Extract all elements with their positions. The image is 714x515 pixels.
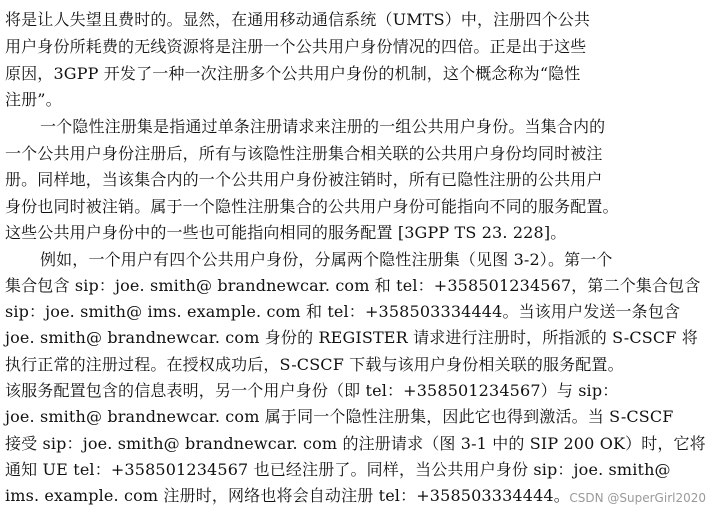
text-line: 用户身份所耗费的无线资源将是注册一个公共用户身份情况的四倍。正是出于这些 [5,37,587,56]
text-line: 该服务配置包含的信息表明，另一个用户身份（即 tel：+358501234567）与 sip： [5,381,619,400]
text-line: ims. example. com 注册时，网络也将会自动注册 tel：+358503334444。 [5,486,570,505]
text-line: 这些公共用户身份中的一些也可能指向相同的服务配置 [3GPP TS 23. 228]。 [5,223,567,242]
text-line: 通知 UE tel：+358501234567 也已经注册了。同样，当公共用户身份 sip：joe. smith@ [5,460,671,479]
watermark: CSDN @SuperGirl2020 [569,491,706,505]
text-line: 原因，3GPP 开发了一种一次注册多个公共用户身份的机制，这个概念称为“隐性 [5,64,581,83]
text-line: 执行正常的注册过程。在授权成功后，S-CSCF 下载与该用户身份相关联的服务配置。 [5,355,624,374]
text-line: joe. smith@ brandnewcar. com 身份的 REGISTER 请求进行注册时，所指派的 S-CSCF 将 [5,328,698,347]
text-line: 接受 sip：joe. smith@ brandnewcar. com 的注册请求（图 3-1 中的 SIP 200 OK）时，它将 [5,434,706,453]
paragraph-first-line: 一个隐性注册集是指通过单条注册请求来注册的一组公共用户身份。当集合内的 [40,117,606,136]
text-line: joe. smith@ brandnewcar. com 属于同一个隐性注册集，因此它也得到激活。当 S-CSCF [5,407,674,426]
text-line: 集合包含 sip：joe. smith@ brandnewcar. com 和 tel：+358501234567，第二个集合包含 [5,276,701,295]
text-line: 一个公共用户身份注册后，所有与该隐性注册集合相关联的公共用户身份均同时被注 [5,144,603,163]
text-line: 将是让人失望且费时的。显然，在通用移动通信系统（UMTS）中，注册四个公共 [5,10,591,29]
text-line: 注册”。 [5,90,62,109]
text-line: 册。同样地，当该集合内的一个公共用户身份被注销时，所有已隐性注册的公共用户 [5,170,603,189]
text-line: 身份也同时被注销。属于一个隐性注册集合的公共用户身份可能指向不同的服务配置。 [5,197,619,216]
text-line: sip：joe. smith@ ims. example. com 和 tel：+358503334444。当该用户发送一条包含 [5,302,681,321]
paragraph-first-line: 例如，一个用户有四个公共用户身份，分属两个隐性注册集（见图 3-2）。第一个 [40,250,613,269]
